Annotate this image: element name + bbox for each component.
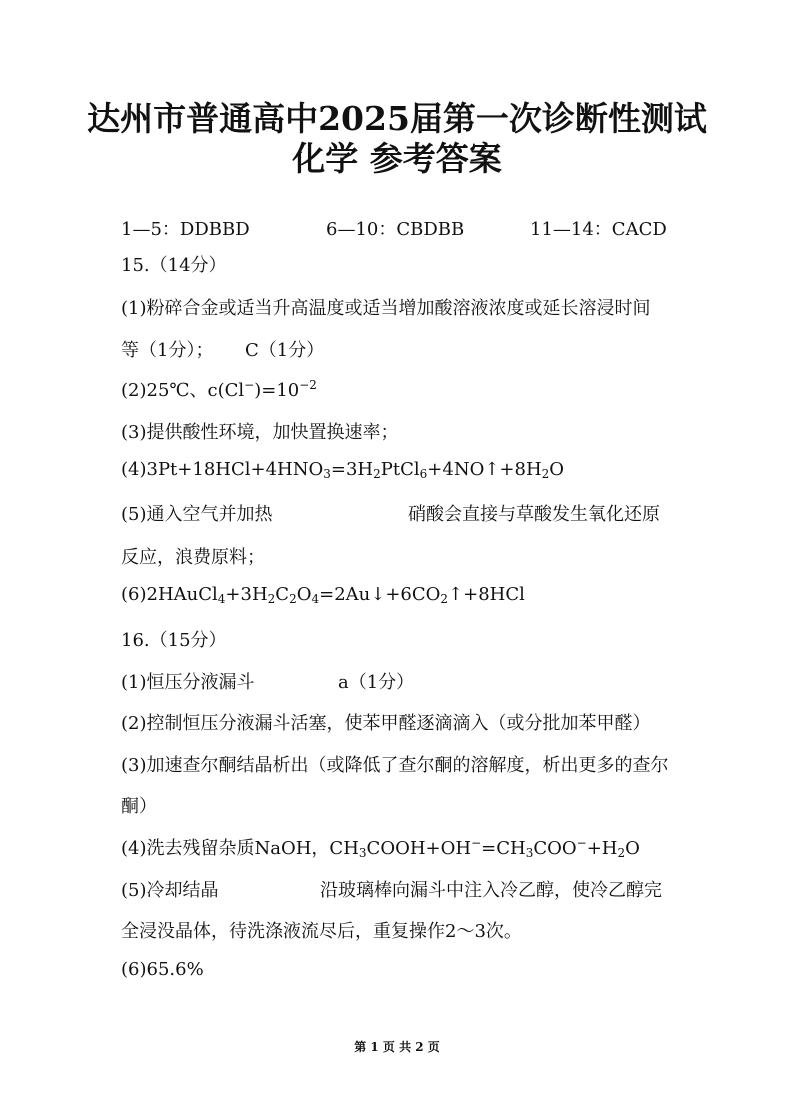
q16-header: 16.（15分） [121, 630, 227, 651]
q15-header: 15.（14分） [121, 255, 227, 276]
q15-part1-choice: C（1分） [245, 340, 325, 361]
q16-part4: (4)洗去残留杂质NaOH，$CH_3COOH+OH^-=CH_3COO^-+H_2O$ [121, 836, 640, 860]
q15-part1-line1: (1)粉碎合金或适当升高温度或适当增加酸溶液浓度或延长溶浸时间 [121, 298, 651, 319]
q16-part5-line2: 全浸没晶体，待洗涤液流尽后，重复操作2～3次。 [121, 921, 522, 942]
q15-part5-line1: (5)通入空气并加热 硝酸会直接与草酸发生氧化还原 [121, 504, 660, 525]
q16-part3-line1: (3)加速查尔酮结晶析出（或降低了查尔酮的溶解度，析出更多的查尔 [121, 755, 669, 776]
q15-part2: (2)25℃、$c(Cl^-)=10^{-2}$ [121, 378, 317, 401]
q16-part6: (6)65.6% [121, 959, 204, 980]
mc-answers-11-14: 11—14：CACD [530, 219, 667, 240]
page-title: 达州市普通高中2025届第一次诊断性测试 [87, 99, 707, 138]
q16-part5-line1: (5)冷却结晶 沿玻璃棒向漏斗中注入冷乙醇，使冷乙醇完 [121, 880, 662, 901]
mc-answers-1-5: 1—5：DDBBD [121, 219, 250, 240]
q15-part3: (3)提供酸性环境，加快置换速率； [121, 422, 399, 443]
q15-part1-line2 [121, 336, 325, 362]
q15-part4-equation: $(4)3Pt+18HCl+4HNO_3=3H_2PtCl_6+4NO↑+8H_2O$ [121, 459, 565, 481]
page-footer: 第 1 页 共 2 页 [354, 1040, 440, 1054]
q15-part1-score: 等（1分）； [121, 340, 214, 361]
page-subtitle: 化学 参考答案 [292, 139, 502, 178]
q16-part2: (2)控制恒压分液漏斗活塞，使苯甲醛逐滴滴入（或分批加苯甲醛） [121, 713, 651, 734]
q16-part3-line2: 酮） [121, 796, 157, 817]
q15-part5-line2: 反应，浪费原料； [121, 547, 265, 568]
q16-part1: (1)恒压分液漏斗 a（1分） [121, 672, 415, 693]
q15-part6-equation: $(6)2HAuCl_4+3H_2C_2O_4=2Au↓+6CO_2↑+8HCl$ [121, 584, 525, 606]
mc-answers-6-10: 6—10：CBDBB [326, 219, 465, 240]
